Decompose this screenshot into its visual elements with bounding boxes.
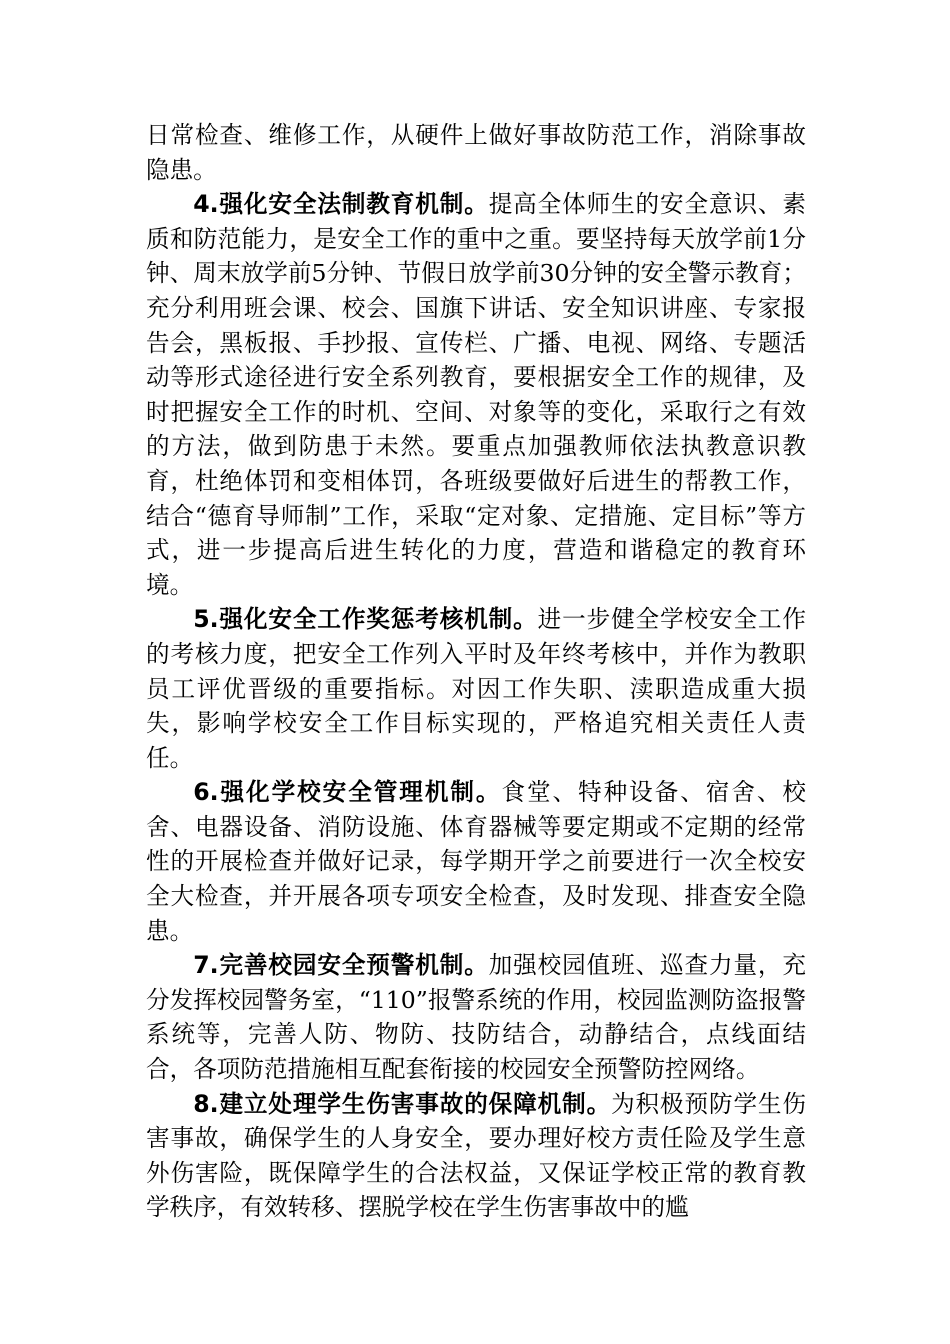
paragraph-text: 进一步健全学校安全工作的考核力度，把安全工作列入平时及年终考核中，并作为教职员工评优晋级的重要指标。对因工作失职、渎职造成重大损失，影响学校安全工作目标实现的，严格追究相关责任人责任。 xyxy=(146,605,806,772)
paragraph-text: 加强校园值班、巡查力量，充分发挥校园警务室，“110”报警系统的作用，校园监测防盗报警系统等，完善人防、物防、技防结合，动静结合，点线面结合，各项防范措施相互配套衔接的校园安全预警防控网络。 xyxy=(146,951,806,1084)
paragraph-section-7 xyxy=(146,948,806,1086)
paragraph-section-5 xyxy=(146,602,806,775)
section-heading: 6.强化学校安全管理机制。 xyxy=(193,778,502,807)
paragraph-continuation xyxy=(146,118,806,187)
paragraph-text: 提高全体师生的安全意识、素质和防范能力，是安全工作的重中之重。要坚持每天放学前1分钟、周末放学前5分钟、节假日放学前30分钟的安全警示教育；充分利用班会课、校会、国旗下讲话、安全知识讲座、专家报告会，黑板报、手抄报、宣传栏、广播、电视、网络、专题活动等形式途径进行安全系列教育，要根据安全工作的规律，及时把握安全工作的时机、空间、对象等的变化，采取行之有效的方法，做到防患于未然。要重点加强教师依法执教意识教育，杜绝体罚和变相体罚，各班级要做好后进生的帮教工作，结合“德育导师制”工作，采取“定对象、定措施、定目标”等方式，进一步提高后进生转化的力度，营造和谐稳定的教育环境。 xyxy=(146,190,806,599)
section-heading: 8.建立处理学生伤害事故的保障机制。 xyxy=(193,1089,612,1118)
section-heading: 5.强化安全工作奖惩考核机制。 xyxy=(193,605,538,634)
paragraph-text: 为积极预防学生伤害事故，确保学生的人身安全，要办理好校方责任险及学生意外伤害险，既保障学生的合法权益，又保证学校正常的教育教学秩序，有效转移、摆脱学校在学生伤害事故中的尴 xyxy=(146,1089,806,1222)
document-page xyxy=(146,118,806,1225)
section-heading: 4.强化安全法制教育机制。 xyxy=(193,190,489,219)
paragraph-section-8 xyxy=(146,1087,806,1225)
paragraph-section-4 xyxy=(146,187,806,602)
paragraph-text: 食堂、特种设备、宿舍、校舍、电器设备、消防设施、体育器械等要定期或不定期的经常性的开展检查并做好记录，每学期开学之前要进行一次全校安全大检查，并开展各项专项安全检查，及时发现、排查安全隐患。 xyxy=(146,778,806,945)
paragraph-section-6 xyxy=(146,775,806,948)
paragraph-text: 日常检查、维修工作，从硬件上做好事故防范工作，消除事故隐患。 xyxy=(146,121,806,184)
section-heading: 7.完善校园安全预警机制。 xyxy=(193,951,489,980)
